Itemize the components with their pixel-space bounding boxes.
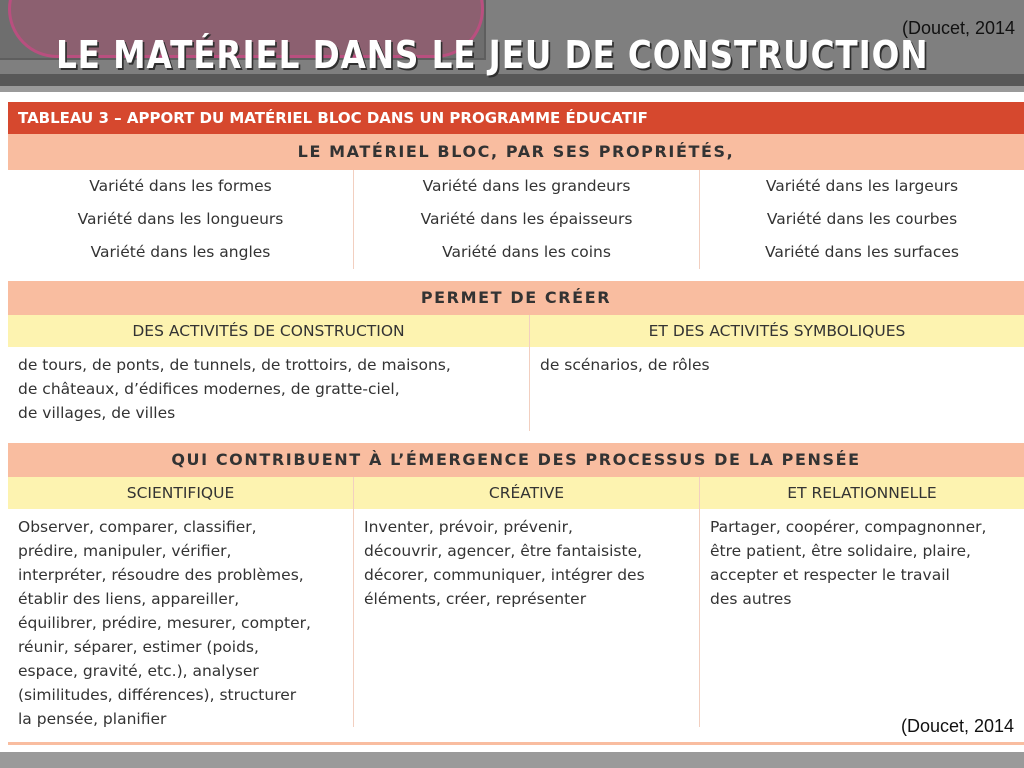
- text-line: (similitudes, différences), structurer: [18, 686, 297, 704]
- creative-text: [354, 509, 700, 727]
- citation-bottom: (Doucet, 2014: [901, 716, 1015, 736]
- header-band-light: [0, 86, 1024, 92]
- slide-footer-bar: [0, 752, 1024, 768]
- text-line: accepter et respecter le travail: [710, 566, 950, 584]
- property-item: Variété dans les épaisseurs: [420, 210, 633, 228]
- text-line: Observer, comparer, classifier,: [18, 518, 257, 536]
- text-line: établir des liens, appareiller,: [18, 590, 240, 608]
- create-subheadings: [8, 315, 1024, 347]
- subheading-symbolic: ET DES ACTIVITÉS SYMBOLIQUES: [648, 322, 906, 340]
- subheading-relational: ET RELATIONNELLE: [787, 484, 937, 502]
- section-gap: [8, 431, 1024, 443]
- properties-grid: [8, 170, 1024, 269]
- text-line: de villages, de villes: [18, 404, 176, 422]
- text-line: de tours, de ponts, de tunnels, de trottoirs, de maisons,: [18, 356, 451, 374]
- slide-title: LE MATÉRIEL DANS LE JEU DE CONSTRUCTION: [56, 33, 929, 77]
- text-line: interpréter, résoudre des problèmes,: [18, 566, 304, 584]
- property-item: Variété dans les grandeurs: [422, 177, 631, 195]
- text-line: Inventer, prévoir, prévenir,: [364, 518, 573, 536]
- property-item: Variété dans les coins: [442, 243, 611, 261]
- table-title: TABLEAU 3 – APPORT DU MATÉRIEL BLOC DANS UN PROGRAMME ÉDUCATIF: [8, 102, 1024, 134]
- property-item: Variété dans les angles: [90, 243, 271, 261]
- text-line: de scénarios, de rôles: [540, 356, 710, 374]
- text-line: des autres: [710, 590, 792, 608]
- subheading-creative: CRÉATIVE: [354, 477, 700, 509]
- properties-column-2: [354, 170, 700, 269]
- text-line: prédire, manipuler, vérifier,: [18, 542, 232, 560]
- text-line: Partager, coopérer, compagnonner,: [710, 518, 987, 536]
- section-heading-properties: LE MATÉRIEL BLOC, PAR SES PROPRIÉTÉS,: [8, 134, 1024, 170]
- text-line: découvrir, agencer, être fantaisiste,: [364, 542, 643, 560]
- property-item: Variété dans les formes: [89, 177, 272, 195]
- section-heading-thinking: QUI CONTRIBUENT À L’ÉMERGENCE DES PROCESSUS DE LA PENSÉE: [8, 443, 1024, 477]
- section-gap: [8, 269, 1024, 281]
- table-bottom-rule: [8, 742, 1024, 745]
- citation-top: (Doucet, 2014: [902, 18, 1016, 38]
- section-heading-create: PERMET DE CRÉER: [8, 281, 1024, 315]
- subheading-construction: DES ACTIVITÉS DE CONSTRUCTION: [8, 315, 530, 347]
- text-line: être patient, être solidaire, plaire,: [710, 542, 971, 560]
- property-item: Variété dans les courbes: [766, 210, 958, 228]
- text-line: de châteaux, d’édifices modernes, de gratte-ciel,: [18, 380, 400, 398]
- text-line: réunir, séparer, estimer (poids,: [18, 638, 259, 656]
- construction-activities-text: [8, 347, 530, 431]
- text-line: la pensée, planifier: [18, 710, 167, 728]
- property-item: Variété dans les surfaces: [764, 243, 960, 261]
- text-line: espace, gravité, etc.), analyser: [18, 662, 259, 680]
- subheading-scientific: SCIENTIFIQUE: [8, 477, 354, 509]
- thinking-body: [8, 509, 1024, 727]
- property-item: Variété dans les largeurs: [765, 177, 959, 195]
- text-line: éléments, créer, représenter: [364, 590, 587, 608]
- properties-column-3: [700, 170, 1024, 269]
- scientific-text: [8, 509, 354, 727]
- relational-text: [700, 509, 1024, 727]
- symbolic-activities-text: [530, 347, 1024, 431]
- properties-column-1: [8, 170, 354, 269]
- educational-table: [8, 102, 1024, 727]
- text-line: équilibrer, prédire, mesurer, compter,: [18, 614, 311, 632]
- create-body: [8, 347, 1024, 431]
- thinking-subheadings: [8, 477, 1024, 509]
- text-line: décorer, communiquer, intégrer des: [364, 566, 645, 584]
- property-item: Variété dans les longueurs: [77, 210, 284, 228]
